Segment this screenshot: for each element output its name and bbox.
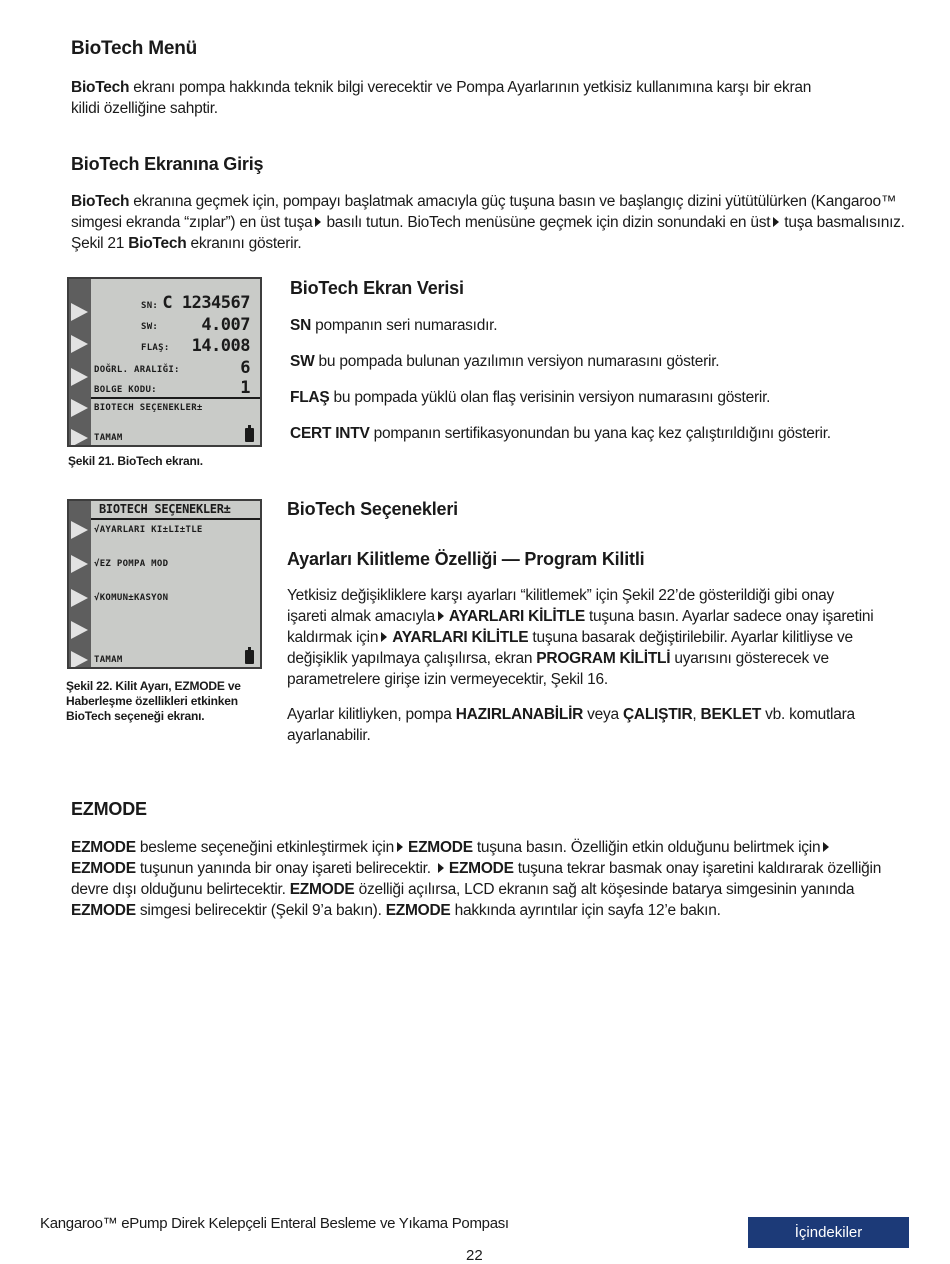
right-arrow-icon: [438, 863, 444, 873]
lcd-divider: [91, 397, 260, 399]
section-title-entry: BioTech Ekranına Giriş: [71, 154, 264, 174]
bold-term: EZMODE: [71, 839, 136, 856]
bold-term: EZMODE: [71, 902, 136, 919]
lcd-value-region: 1: [240, 378, 250, 398]
lcd-arrow-icon: [71, 589, 88, 607]
right-arrow-icon: [823, 842, 829, 852]
bold-term: BioTech: [71, 193, 130, 210]
text-run: ,: [692, 706, 701, 723]
right-arrow-icon: [315, 217, 321, 227]
text-run: ekranını gösterir.: [186, 235, 302, 252]
section-title-ezmode: EZMODE: [71, 799, 147, 819]
bold-term: AYARLARI KİLİTLE: [392, 629, 529, 646]
bold-term: EZMODE: [289, 881, 355, 898]
text-run: tuşuna basarak değiştirilebilir. Ayarlar kilitliyse ve değişiklik yapılmaya çalışılırsa, ekran: [287, 629, 853, 667]
data-item-cert: [290, 423, 831, 444]
text-run: tuşuna basın. Ayarlar sadece onay işaretini kaldırmak için: [287, 608, 874, 646]
text-run: Yetkisiz değişikliklere karşı ayarları “kilitlemek” için Şekil 22’de gösterildiği gibi onay işareti almak amacıyla: [287, 587, 834, 625]
lcd-header: BIOTECH SEÇENEKLER±: [99, 502, 231, 516]
text-run: ekranı pompa hakkında teknik bilgi verecektir ve Pompa Ayarlarının yetkisiz kullanımına karşı bir ekran kilidi özelliğine sahptir.: [71, 79, 812, 117]
lcd-value-sn: C 1234567: [162, 293, 250, 313]
figure-21-caption: Şekil 21. BioTech ekranı.: [68, 454, 203, 468]
bold-term: CERT INTV: [290, 425, 370, 442]
lcd-ok-label: TAMAM: [94, 433, 123, 443]
bold-term: HAZIRLANABİLİR: [455, 706, 584, 723]
lcd-arrow-icon: [71, 399, 88, 417]
figure-22-lcd-screen: [67, 499, 262, 669]
text-run: veya: [583, 706, 623, 723]
bold-term: BEKLET: [700, 706, 762, 723]
lcd-ok-label: TAMAM: [94, 655, 123, 665]
entry-paragraph: [71, 191, 906, 254]
battery-icon: [245, 428, 254, 442]
lcd-label-sn: SN:: [141, 301, 159, 311]
page-number: 22: [466, 1247, 483, 1264]
text-run: özelliği açılırsa, LCD ekranın sağ alt köşesinde batarya simgesinin yanında: [354, 881, 855, 898]
lcd-arrow-icon: [71, 335, 88, 353]
text-run: simgesi belirecektir (Şekil 9’a bakın).: [135, 902, 386, 919]
bold-term: PROGRAM KİLİTLİ: [536, 650, 671, 667]
lcd-label-range: DOĞRL. ARALIĞI:: [94, 365, 180, 375]
bold-term: BioTech: [71, 79, 130, 96]
lcd-label-flash: FLAŞ:: [141, 343, 170, 353]
data-item-sw: [290, 351, 719, 372]
section-title-biotech-menu: BioTech Menü: [71, 38, 198, 59]
bold-term: EZMODE: [408, 839, 473, 856]
lcd-arrow-icon: [71, 555, 88, 573]
lcd-arrow-icon: [71, 368, 88, 386]
data-item-sn: [290, 315, 497, 336]
bold-term: EZMODE: [385, 902, 451, 919]
text-run: ekranına geçmek için, pompayı başlatmak amacıyla güç tuşuna basın ve başlangıç dizini yütütülürken (Kangaroo™ simgesi ekranda “zıplar”) en üst tuşa: [71, 193, 897, 231]
lcd-option-comm: √KOMUN±KASYON: [94, 593, 169, 603]
figure-22-caption: Şekil 22. Kilit Ayarı, EZMODE ve Haberleşme özellikleri etkinken BioTech seçeneği ekranı.: [66, 679, 241, 723]
text-run: tuşuna tekrar basmak onay işaretini kaldırarak özelliğin devre dışı olduğunu belirtecektir.: [71, 860, 882, 898]
text-run: tuşunun yanında bir onay işareti belirecektir.: [135, 860, 435, 877]
lcd-option-lock: √AYARLARI KI±LI±TLE: [94, 525, 203, 535]
lcd-value-flash: 14.008: [191, 336, 250, 356]
text-run: vb. komutlara ayarlanabilir.: [287, 706, 855, 744]
text-run: besleme seçeneğini etkinleştirmek için: [135, 839, 394, 856]
lcd-arrow-icon: [71, 429, 88, 447]
locked-commands-paragraph: [287, 704, 917, 746]
lcd-arrow-icon: [71, 651, 88, 669]
footer-product-name: Kangaroo™ ePump Direk Kelepçeli Enteral Besleme ve Yıkama Pompası: [40, 1215, 509, 1232]
right-arrow-icon: [438, 611, 444, 621]
bold-term: EZMODE: [448, 860, 514, 877]
figure-21-lcd-screen: [67, 277, 262, 447]
data-item-flash: [290, 387, 770, 408]
text-run: bu pompada yüklü olan flaş verisinin versiyon numarasını gösterir.: [329, 389, 771, 406]
lcd-label-region: BOLGE KODU:: [94, 385, 157, 395]
lcd-option-ezmode: √EZ POMPA MOD: [94, 559, 169, 569]
lcd-arrow-icon: [71, 521, 88, 539]
bold-term: FLAŞ: [290, 389, 330, 406]
text-run: tuşa basmalısınız. Şekil 21: [71, 214, 905, 252]
bold-term: SN: [290, 317, 312, 334]
bold-term: SW: [290, 353, 315, 370]
text-run: bu pompada bulunan yazılımın versiyon numarasını gösterir.: [314, 353, 720, 370]
bold-term: ÇALIŞTIR: [622, 706, 693, 723]
subsection-title-program-lock: Ayarları Kilitleme Özelliği — Program Kilitli: [287, 549, 645, 569]
text-run: uyarısını gösterecek ve parametrelere girişe izin vermeyecektir, Şekil 16.: [287, 650, 829, 688]
text-run: hakkında ayrıntılar için sayfa 12’e bakın.: [450, 902, 721, 919]
lcd-arrow-icon: [71, 621, 88, 639]
bold-term: EZMODE: [71, 860, 136, 877]
right-arrow-icon: [381, 632, 387, 642]
lcd-value-sw: 4.007: [201, 315, 250, 335]
section-title-screen-data: BioTech Ekran Verisi: [290, 278, 464, 298]
lcd-label-sw: SW:: [141, 322, 159, 332]
battery-icon: [245, 650, 254, 664]
table-of-contents-button[interactable]: İçindekiler: [748, 1217, 909, 1248]
ezmode-paragraph: [71, 837, 896, 921]
program-lock-paragraph: [287, 585, 877, 690]
biotech-menu-paragraph: [71, 77, 831, 119]
text-run: pompanın seri numarasıdır.: [311, 317, 498, 334]
text-run: basılı tutun. BioTech menüsüne geçmek için dizin sonundaki en üst: [326, 214, 771, 231]
lcd-value-range: 6: [240, 358, 250, 378]
right-arrow-icon: [397, 842, 403, 852]
lcd-arrow-icon: [71, 303, 88, 321]
text-run: pompanın sertifikasyonundan bu yana kaç kez çalıştırıldığını gösterir.: [369, 425, 831, 442]
section-title-options: BioTech Seçenekleri: [287, 499, 458, 519]
right-arrow-icon: [773, 217, 779, 227]
bold-term: BioTech: [128, 235, 187, 252]
text-run: Ayarlar kilitliyken, pompa: [287, 706, 456, 723]
bold-term: AYARLARI KİLİTLE: [448, 608, 585, 625]
lcd-divider: [91, 518, 260, 520]
text-run: tuşuna basın. Özelliğin etkin olduğunu belirtmek için: [472, 839, 821, 856]
lcd-menu-item: BIOTECH SEÇENEKLER±: [94, 403, 203, 413]
